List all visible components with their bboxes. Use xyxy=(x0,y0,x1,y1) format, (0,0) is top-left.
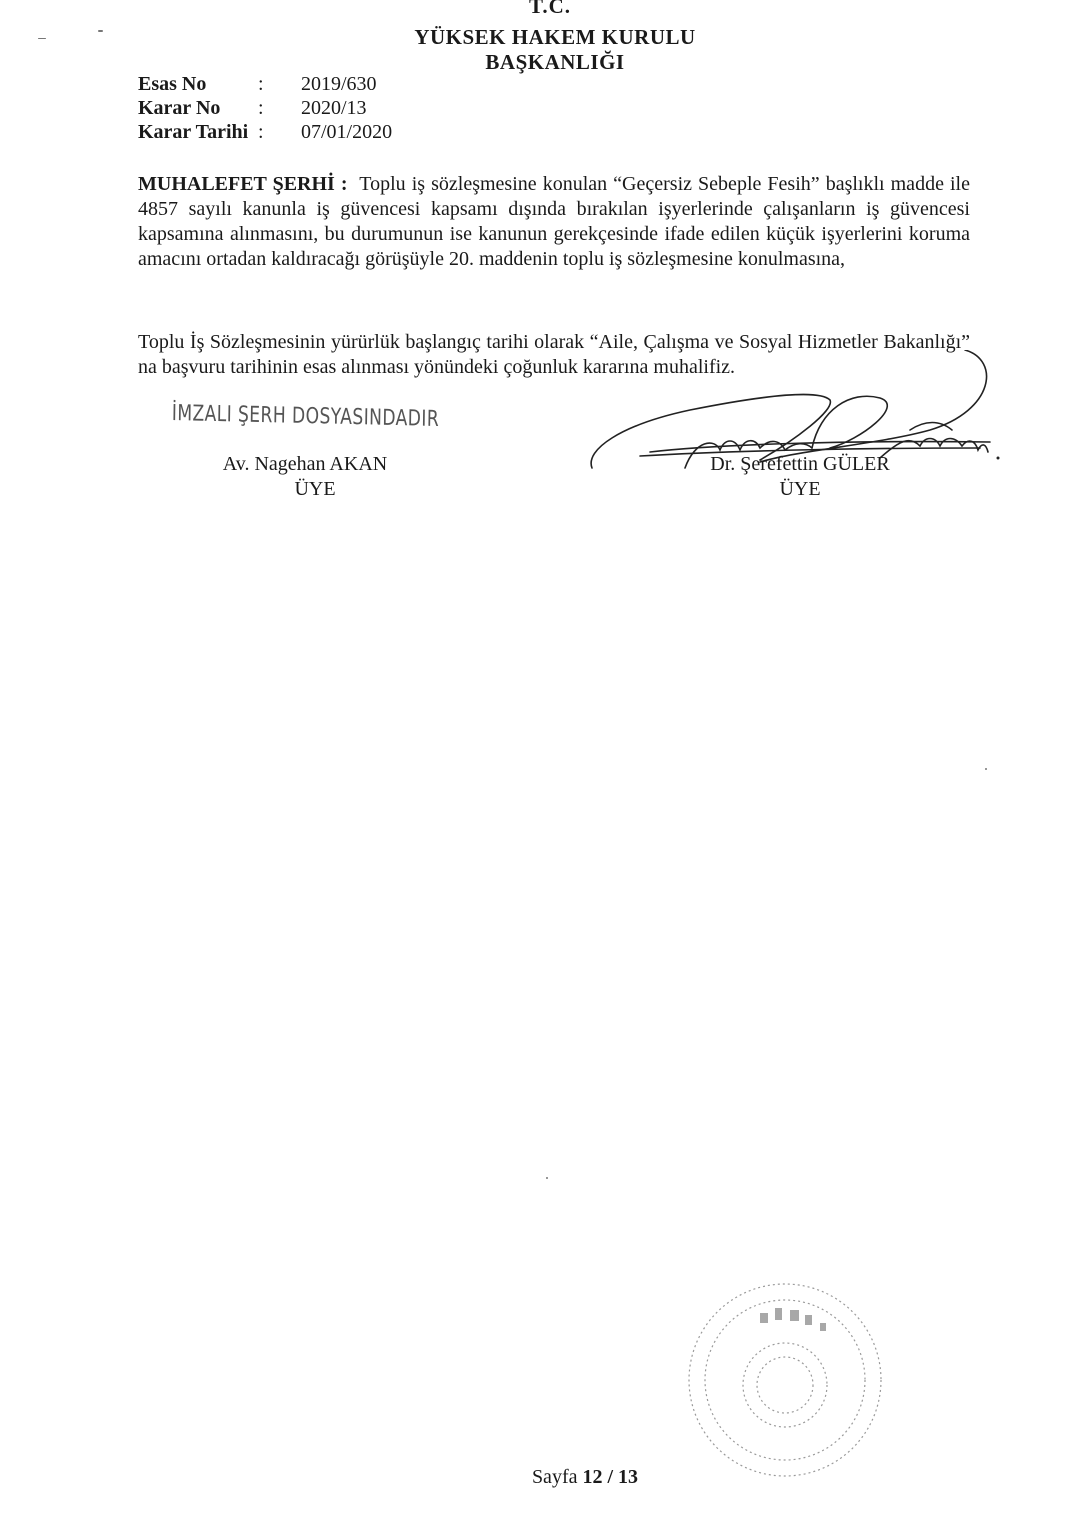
meta-value: 07/01/2020 xyxy=(301,121,393,143)
meta-colon: : xyxy=(258,121,264,143)
meta-value: 2019/630 xyxy=(301,73,377,95)
page-number: 12 / 13 xyxy=(582,1466,639,1488)
dissent-paragraph-1 xyxy=(138,172,970,272)
institution-name: YÜKSEK HAKEM KURULU xyxy=(414,25,696,49)
signer-right-name: Dr. Şerefettin GÜLER xyxy=(710,453,890,475)
header-republic: T.C. xyxy=(528,0,572,18)
dissent-heading: MUHALEFET ŞERHİ : xyxy=(138,173,348,195)
signer-right-role: ÜYE xyxy=(779,478,821,500)
page-footer xyxy=(0,1466,1080,1489)
signature-stamp-text: İMZALI ŞERH DOSYASINDADIR xyxy=(171,401,440,432)
signer-left-name: Av. Nagehan AKAN xyxy=(222,453,388,475)
signer-left-role: ÜYE xyxy=(294,478,336,500)
institution-office: BAŞKANLIĞI xyxy=(485,50,625,74)
dissent-text-2: Toplu İş Sözleşmesinin yürürlük başlangıç tarihi olarak “Aile, Çalışma ve Sosyal Hizmetler Bakanlığı” na başvuru tarihinin esas alınması yönündeki çoğunluk kararına muhalifiz. xyxy=(138,331,970,378)
meta-colon: : xyxy=(258,73,264,95)
official-seal xyxy=(680,1275,890,1485)
dissent-text-1: Toplu iş sözleşmesine konulan “Geçersiz Sebeple Fesih” başlıklı madde ile 4857 sayılı kanunla iş güvencesi kapsamı dışında bırakılan işyerlerinde çalışanların iş güvencesi kapsamına alınmasını, bu durumunun ise kanunun gerekçesinde ifade edilen küçük işyerlerini koruma amacını ortadan kaldıracağı görüşüyle 20. maddenin toplu iş sözleşmesine konulmasına, xyxy=(138,173,970,270)
meta-label: Esas No xyxy=(138,73,207,95)
meta-value: 2020/13 xyxy=(301,97,367,119)
page-label: Sayfa xyxy=(531,1466,578,1488)
meta-label: Karar Tarihi xyxy=(138,121,249,143)
meta-label: Karar No xyxy=(138,97,221,119)
meta-colon: : xyxy=(258,97,264,119)
